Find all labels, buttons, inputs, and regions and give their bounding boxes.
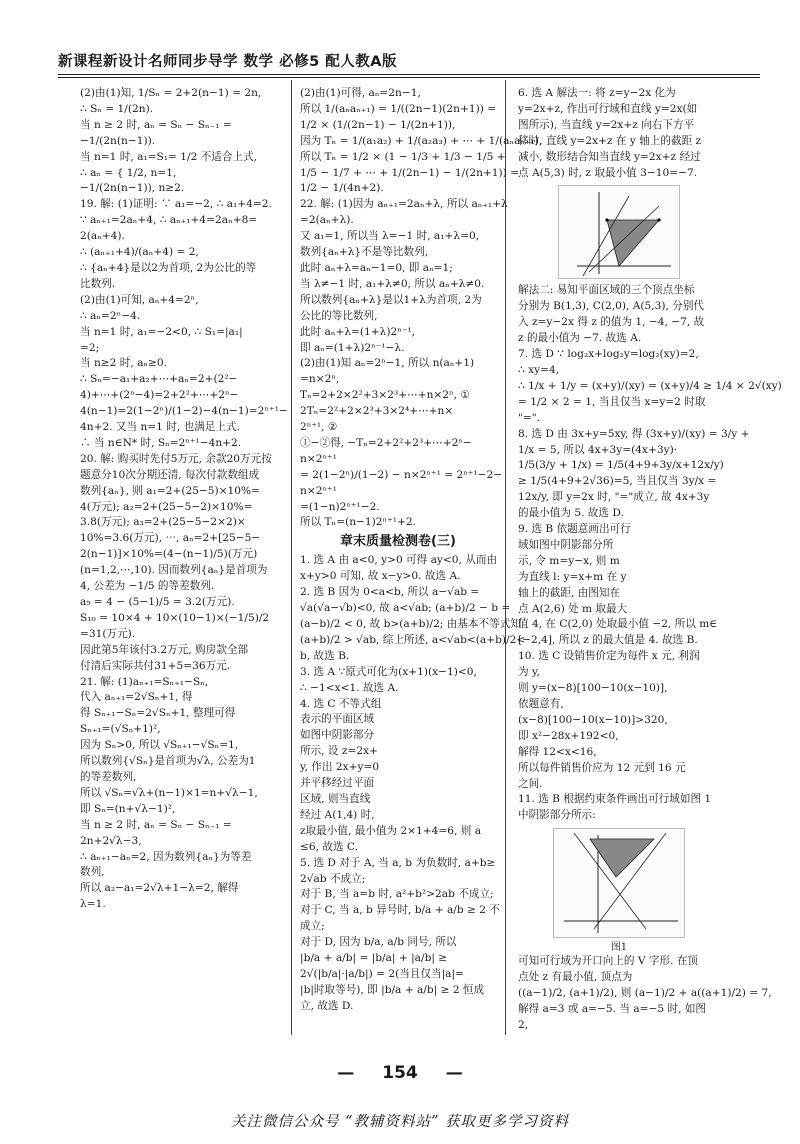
text-line: 因此第5年该付3.2万元, 购房款全部 [80, 643, 249, 656]
text-line: ∴ 1/x + 1/y = (x+y)/(xy) = (x+y)/4 ≥ 1/4 × 2√(xy) [518, 379, 782, 392]
text-line: 2, [518, 1018, 529, 1031]
text-line: 2n+2√λ−3, [80, 834, 142, 847]
text-line: 11. 选 B 根据约束条件画出可行域如图 1 [518, 793, 712, 806]
text-line: 数列{aₙ}, 则 a₁=2+(25−5)×10%= [80, 484, 260, 497]
header-rule-thin [58, 77, 760, 78]
text-line: ≤6, 故选 C. [300, 840, 359, 853]
text-line: 4(万元); a₂=2+(25−5−2)×10%= [80, 500, 253, 513]
text-line: 4(n−1)=2(1−2ⁿ)/(1−2)−4(n−1)=2ⁿ⁺¹− [80, 405, 288, 418]
text-line: |b|时取等号), 即 |b/a + a/b| ≥ 2 恒成 [300, 983, 485, 996]
text-line: 6. 选 A 解法一: 将 z=y−2x 化为 [518, 87, 676, 99]
text-line: ∴ aₙ₊₁−aₙ=2, 因为数列{aₙ}为等差 [80, 850, 252, 863]
text-line: 4. 选 C 不等式组 [300, 697, 382, 710]
text-line: 此时 aₙ+λ=aₙ−1=0, 即 aₙ=1; [300, 261, 453, 274]
text-line: 2Tₙ=2²+2×2³+3×2⁴+⋯+n× [300, 405, 454, 418]
text-line: 10%=3.6(万元), ⋯, aₙ=2+[25−5− [80, 532, 261, 545]
text-line: 则 y=(x−8)[100−10(x−10)], [518, 682, 668, 695]
text-line: ∴ Sₙ = 1/(2n). [80, 102, 154, 115]
text-line: −1/(2n(n−1)). [80, 134, 156, 147]
text-line: 所以 1/(aₙaₙ₊₁) = 1/((2n−1)(2n+1)) = [300, 102, 497, 115]
text-line: =(1−n)2ⁿ⁺¹−2. [300, 500, 380, 513]
text-line: =n×2ⁿ, [300, 373, 340, 386]
column-divider [291, 80, 292, 1035]
text-line: 为 y, [518, 666, 540, 679]
text-line: "=". [518, 411, 540, 424]
text-line: n×2ⁿ⁺¹ [300, 452, 337, 465]
text-line: 即 x²−28x+192<0, [518, 729, 619, 742]
text-line: 所以 a₂−a₁=2√λ+1−λ=2, 解得 [80, 882, 239, 895]
text-line: 数列{aₙ+λ}不是等比数列, [300, 246, 429, 259]
text-line: 当 n≥2 时, aₙ≥0. [80, 357, 167, 370]
feasible-region-figure [558, 185, 680, 279]
text-line: =2(aₙ+λ). [300, 214, 354, 227]
text-line: −1/(2n(n−1)), n≥2. [80, 182, 185, 195]
text-line: 为直线 l: y=x+m 在 y [518, 570, 627, 583]
text-line: z 的最小值为 −7. 故选 A. [518, 332, 642, 345]
text-line: 4)+⋯+(2ⁿ−4)=2+2²+⋯+2ⁿ− [80, 389, 239, 402]
text-line: 3. 选 A ∵原式可化为(x+1)(x−1)<0, [300, 665, 477, 678]
text-line: 入 z=y−2x 得 z 的值为 1, −4, −7, 故 [518, 316, 705, 329]
text-line: 减小, 数形结合知当直线 y=2x+z 经过 [518, 150, 701, 163]
text-line: y, 作出 2x+y=0 [300, 761, 380, 774]
text-line: =31(万元). [80, 627, 136, 640]
text-line: 依题意有, [518, 698, 564, 710]
text-line: 此时 aₙ+λ=(1+λ)2ⁿ⁻¹, [300, 325, 416, 338]
text-line: 经过 A(1,4) 时, [300, 808, 375, 821]
text-line: 当 n ≥ 2 时, aₙ = Sₙ − Sₙ₋₁ = [80, 818, 232, 831]
text-line: 付清后实际共付31+5=36万元. [80, 659, 231, 672]
text-line: 1/2 × (1/(2n−1) − 1/(2n+1)), [300, 118, 456, 131]
text-line: 4n+2. 又当 n=1 时, 也满足上式. [80, 421, 240, 434]
page-number: — 154 — [337, 1063, 463, 1083]
text-line: 立, 故选 D. [300, 999, 354, 1012]
text-line: 当 n ≥ 2 时, aₙ = Sₙ − Sₙ₋₁ = [80, 118, 232, 131]
text-line: 域如图中阴影部分所 [518, 538, 614, 551]
text-line: =2; [80, 341, 100, 354]
column-divider [505, 80, 506, 1035]
text-line: 的等差数列, [80, 770, 137, 783]
text-line: (2)由(1)可得, aₙ=2n−1, [300, 87, 421, 99]
text-line: 所示, 设 z=2x+ [300, 745, 378, 758]
text-line: 成立; [300, 920, 325, 933]
text-line: 所以每件销售价应为 12 元到 16 元 [518, 761, 686, 774]
text-line: 7. 选 D ∵ log₂x+log₂y=log₂(xy)=2, [518, 348, 699, 361]
text-line: ∴ aₙ=2ⁿ−4. [80, 309, 141, 322]
text-line: 解法二: 易知平面区域的三个顶点坐标 [518, 284, 695, 297]
text-line: |b/a + a/b| = |b/a| + |a/b| ≥ [300, 952, 448, 965]
text-line: 对于 B, 当 a=b 时, a²+b²>2ab 不成立; [300, 888, 494, 901]
text-line: 区域, 则当直线 [300, 792, 371, 805]
text-line: 当 n=1 时, a₁=S₁= 1/2 不适合上式, [80, 150, 258, 163]
text-line: b, 故选 B. [300, 649, 350, 662]
text-line: (2)由(1)可知, aₙ+4=2ⁿ, [80, 293, 199, 306]
text-line: 2√ab 不成立; [300, 872, 366, 885]
text-line: 10. 选 C 设销售价定为每件 x 元, 利润 [518, 650, 700, 663]
text-line: x+y>0 可知, 故 x−y>0. 故选 A. [300, 570, 461, 583]
left-column [80, 86, 288, 1031]
text-line: 21. 解: (1)aₙ₊₁=Sₙ₊₁−Sₙ, [80, 675, 209, 688]
text-line: 表示的平面区域 [300, 713, 375, 726]
text-line: 所以数列{aₙ+λ}是以1+λ为首项, 2为 [300, 293, 482, 306]
text-line: ((a−1)/2, (a+1)/2), 则 (a−1)/2 + a((a+1)/2) = 7, [518, 987, 772, 1000]
text-line: 22. 解: (1)因为 aₙ₊₁=2aₙ+λ, 所以 aₙ₊₁+λ [300, 198, 508, 211]
text-line: 即 Sₙ=(n+√λ−1)², [80, 802, 176, 815]
text-line: 19. 解: (1)证明: ∵ a₁=−2, ∴ a₁+4=2. [80, 198, 272, 211]
text-line: = 1/2 × 2 = 1, 当且仅当 x=y=2 时取 [518, 395, 706, 408]
text-line: 点 A(5,3) 时, z 取最小值 3−10=−7. [518, 166, 698, 179]
text-line: 当 n=1 时, a₁=−2<0, ∴ S₁=|a₁| [80, 325, 243, 338]
text-line: ∴ xy=4, [518, 363, 560, 376]
text-line: ∴ aₙ = { 1/2, n=1, [80, 166, 177, 179]
text-line: 1/x = 5, 所以 4x+3y=(4x+3y)· [518, 443, 678, 456]
text-line: 点处 z 有最小值, 顶点为 [518, 971, 633, 984]
text-line: Sₙ₊₁=(√Sₙ+1)², [80, 723, 161, 736]
text-line: 9. 选 B 依题意画出可行 [518, 523, 631, 536]
text-line: ∵ aₙ₊₁=2aₙ+4, ∴ aₙ₊₁+4=2aₙ+8= [80, 214, 258, 227]
text-line: 代入 aₙ₊₁=2√Sₙ+1, 得 [80, 691, 193, 704]
text-line: n×2ⁿ⁺¹ [300, 484, 337, 497]
text-line: 当 λ≠−1 时, a₁+λ≠0, 所以 aₙ+λ≠0. [300, 277, 485, 290]
text-line: ∴ {aₙ+4}是以2为首项, 2为公比的等 [80, 261, 257, 274]
text-line: 20. 解: 购买时先付5万元, 余款20万元按 [80, 452, 272, 465]
text-line: a₅ = 4 − (5−1)/5 = 3.2(万元). [80, 596, 235, 608]
footer-note: 关注微信公众号 “教辅资料站” 获取更多学习资料 [230, 1114, 570, 1130]
text-line: 移时, 直线 y=2x+z 在 y 轴上的截距 z [518, 134, 702, 147]
text-line: S₁₀ = 10×4 + 10×(10−1)×(−1/5)/2 [80, 611, 270, 624]
text-line: z取最小值, 最小值为 2×1+4=6, 则 a [300, 824, 482, 837]
text-line: 解得 12<x<16, [518, 745, 597, 758]
text-line: 分别为 B(1,3), C(2,0), A(5,3), 分别代 [518, 300, 705, 313]
running-header: 新课程新设计名师同步导学 数学 必修5 配人教A版 [58, 54, 397, 70]
text-line: Tₙ=2+2×2²+3×2³+⋯+n×2ⁿ, ① [300, 389, 470, 402]
text-line: 所以 Tₙ = 1/2 × (1 − 1/3 + 1/3 − 1/5 + [300, 150, 506, 163]
text-line: 可知可行域为开口向上的 V 字形. 在顶 [518, 955, 699, 968]
text-line: (a+b)/2 > √ab, 综上所述, a<√ab<(a+b)/2< [300, 633, 526, 646]
text-line: (2)由(1)知, 1/Sₙ = 2+2(n−1) = 2n, [80, 87, 262, 99]
header-rule [58, 74, 760, 75]
text-line: 图所示), 当直线 y=2x+z 向右下方平 [518, 118, 695, 131]
text-line: 所以数列{√Sₙ}是首项为√λ, 公差为1 [80, 755, 256, 768]
text-line: √a(√a−√b)<0, 故 a<√ab; (a+b)/2 − b = [300, 602, 511, 615]
text-line: 1. 选 A 由 a<0, y>0 可得 ay<0, 从而由 [300, 554, 498, 567]
text-line: ∴ (aₙ₊₁+4)/(aₙ+4) = 2, [80, 246, 199, 259]
text-line: (x−8)[100−10(x−10)]>320, [518, 713, 668, 726]
text-line: ∴ 当 n∈N* 时, Sₙ=2ⁿ⁺¹−4n+2. [80, 436, 242, 449]
text-line: 2(aₙ+4). [80, 230, 125, 243]
text-line: 12x/y, 即 y=2x 时, "="成立, 故 4x+3y [518, 491, 710, 504]
text-line: (2)由(1)知 aₙ=2ⁿ−1, 所以 n(aₙ+1) [300, 357, 475, 370]
text-line: 示, 令 m=y−x, 则 m [518, 554, 620, 567]
v-shaped-region-figure [553, 828, 685, 938]
section-title: 章末质量检测卷(三) [340, 534, 456, 550]
text-line: 点 A(2,6) 处 m 取最大 [518, 602, 628, 615]
text-line: 3.8(万元); a₃=2+(25−5−2×2)× [80, 516, 246, 529]
text-line: 即 aₙ=(1+λ)2ⁿ⁻¹−λ. [300, 341, 405, 354]
text-line: 又 a₁=1, 所以当 λ=−1 时, a₁+λ=0, [300, 230, 480, 243]
text-line: 轴上的截距, 由图知在 [518, 586, 621, 599]
text-line: 因为 Tₙ = 1/(a₁a₂) + 1/(a₂a₃) + ⋯ + 1/(aₙaₙ₊₁), [300, 134, 543, 147]
point-a [657, 219, 660, 222]
text-line: 如图中阴影部分 [300, 729, 375, 742]
text-line: 1/5(3/y + 1/x) = 1/5(4+9+3y/x+12x/y) [518, 459, 724, 472]
text-line: ①−②得, −Tₙ=2+2²+2³+⋯+2ⁿ− [300, 436, 472, 449]
text-line: 1/5 − 1/7 + ⋯ + 1/(2n−1) − 1/(2n+1)) = [300, 166, 520, 179]
figure-caption: 图1 [610, 942, 628, 954]
text-line: 4, 公差为 −1/5 的等差数列. [80, 580, 215, 593]
text-line: 并平移经过平面 [300, 777, 375, 790]
text-line: ∴ Sₙ=−a₁+a₂+⋯+aₙ=2+(2²− [80, 373, 238, 386]
text-line: (n=1,2,⋯,10). 因而数列{aₙ}是首项为 [80, 564, 268, 577]
text-line: [−2,4], 所以 z 的最大值是 4. 故选 B. [518, 634, 698, 647]
text-line: 中阴影部分所示: [518, 809, 596, 822]
text-line: 题意分10次分期还清, 每次付款数组成 [80, 468, 260, 481]
text-line: (a−b)/2 < 0, 故 b>(a+b)/2; 由基本不等式知 [300, 618, 521, 630]
text-line: 所以 √Sₙ=√λ+(n−1)×1=n+√λ−1, [80, 786, 258, 799]
text-line: 公比的等比数列, [300, 309, 378, 322]
text-line: 1/2 − 1/(4n+2). [300, 182, 384, 195]
text-line: ∴ −1<x<1. 故选 A. [300, 681, 399, 694]
text-line: 因为 Sₙ>0, 所以 √Sₙ₊₁−√Sₙ=1, [80, 739, 239, 752]
text-line: = 2(1−2ⁿ)/(1−2) − n×2ⁿ⁺¹ = 2ⁿ⁺¹−2− [300, 468, 503, 481]
text-line: 得 Sₙ₊₁−Sₙ=2√Sₙ+1, 整理可得 [80, 707, 236, 720]
text-line: 2. 选 B 因为 0<a<b, 所以 a−√ab = [300, 586, 480, 599]
text-line: 之间. [518, 777, 543, 790]
text-line: 对于 D, 因为 b/a, a/b 同号, 所以 [300, 936, 457, 949]
text-line: 的最小值为 5. 故选 D. [518, 507, 624, 520]
text-line: 2(n−1)]×10%=(4−(n−1)/5)(万元) [80, 548, 258, 561]
text-line: 数列, [80, 866, 105, 879]
text-line: y=2x+z, 作出可行域和直线 y=2x(如 [518, 102, 698, 115]
text-line: 所以 Tₙ=(n−1)2ⁿ⁺¹+2. [300, 516, 416, 529]
text-line: 解得 a=3 或 a=−5. 当 a=−5 时, 如图 [518, 1002, 707, 1015]
text-line: 值 4, 在 C(2,0) 处取最小值 −2, 所以 m∈ [518, 618, 718, 631]
text-line: 8. 选 D 由 3x+y=5xy, 得 (3x+y)/(xy) = 3/y + [518, 427, 750, 440]
text-line: λ=1. [80, 898, 106, 911]
right-column [518, 86, 782, 1031]
text-line: ≥ 1/5(4+9+2√36)=5, 当且仅当 3y/x = [518, 475, 717, 488]
text-line: 5. 选 D 对于 A, 当 a, b 为负数时, a+b≥ [300, 856, 496, 869]
text-line: 比数列. [80, 277, 116, 290]
text-line: 2ⁿ⁺¹, ② [300, 421, 338, 434]
text-line: 2√(|b/a|·|a/b|) = 2(当且仅当|a|= [300, 967, 464, 980]
text-line: 对于 C, 当 a, b 异号时, b/a + a/b ≥ 2 不 [300, 904, 500, 917]
point-b [605, 219, 608, 222]
